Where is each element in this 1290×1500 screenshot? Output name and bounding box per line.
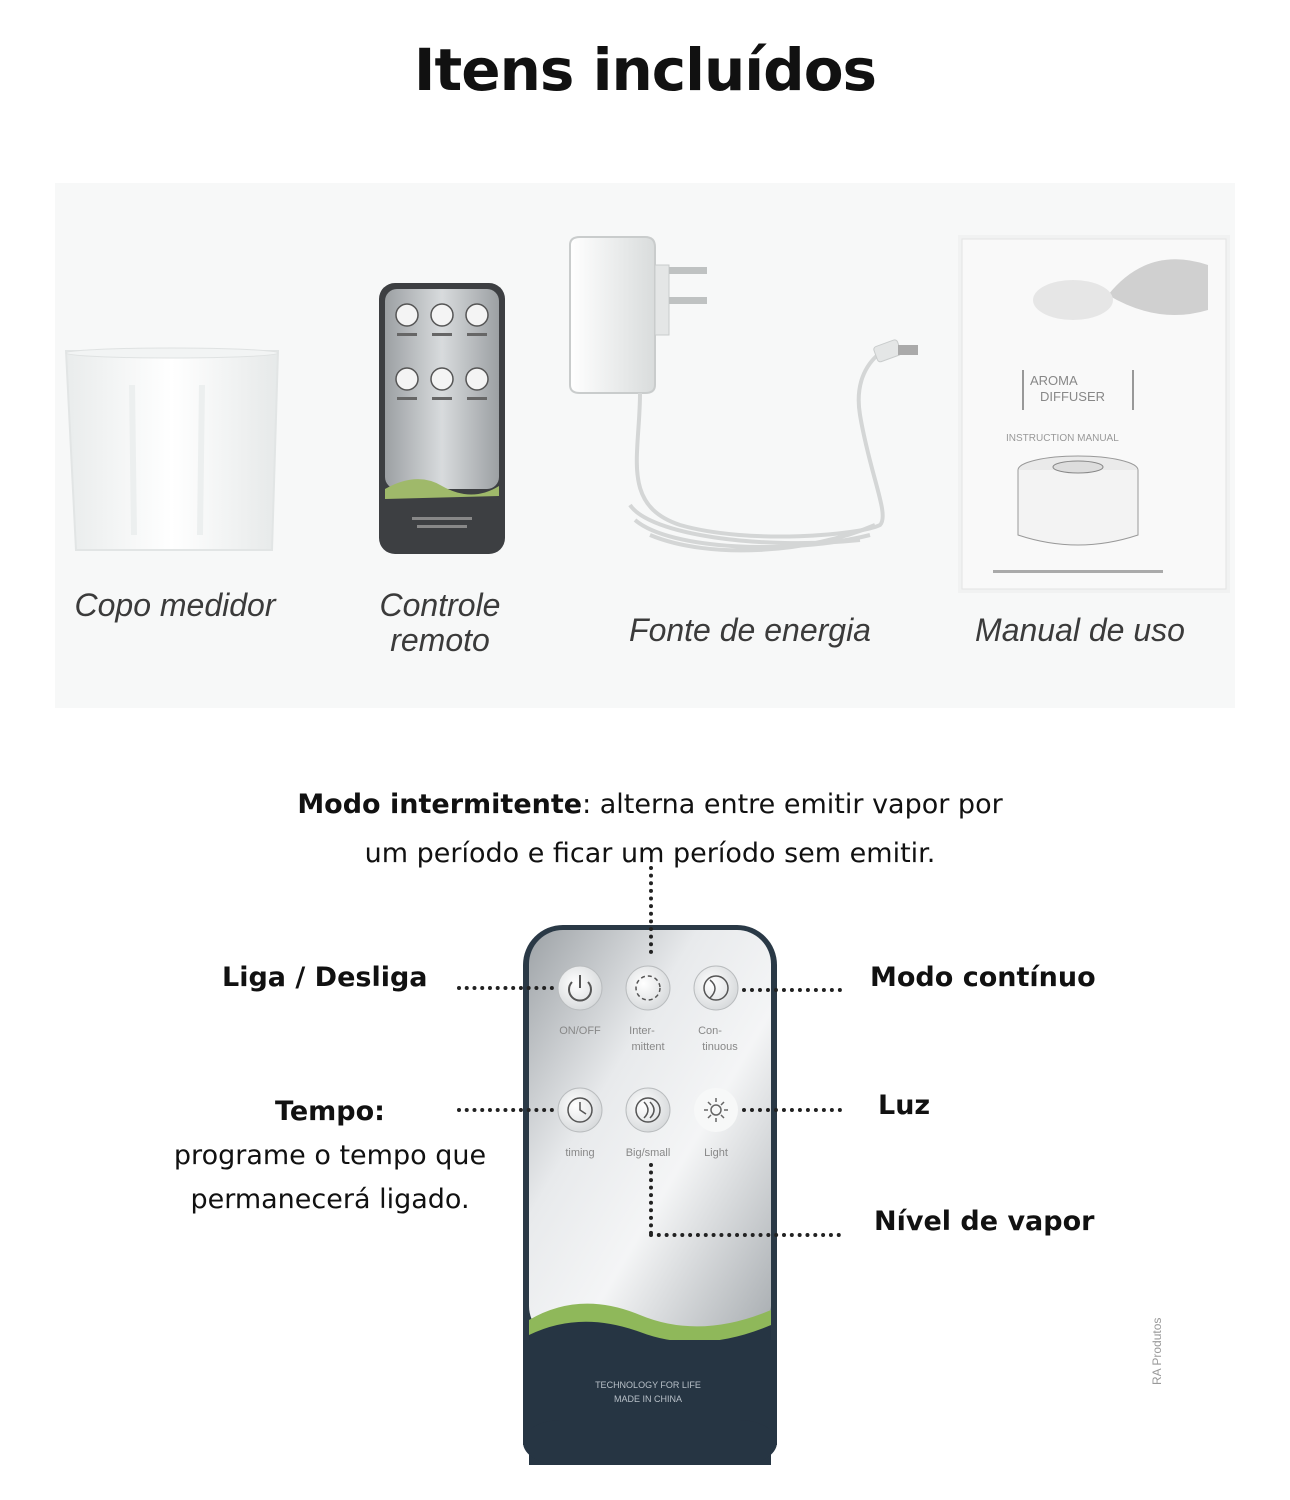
remote-footer-line2: MADE IN CHINA: [613, 1394, 683, 1404]
btn-label-intermittent-2: mittent: [631, 1041, 665, 1053]
item-label-cup: Copo medidor: [74, 587, 276, 623]
annotation-time-desc2: permanecerá ligado.: [190, 1184, 470, 1215]
vapor-level-button-icon: [626, 1088, 670, 1132]
light-button-icon: [694, 1088, 738, 1132]
manual-brand-line1: AROMA: [1030, 373, 1078, 388]
item-label-power: Fonte de energia: [629, 612, 871, 648]
remote-footer-line1: TECHNOLOGY FOR LIFE: [595, 1380, 701, 1390]
instruction-manual-image: [958, 235, 1230, 593]
power-adapter-image: [560, 235, 920, 585]
page-title: Itens incluídos: [413, 36, 877, 104]
annotation-time-title: Tempo:: [275, 1096, 385, 1127]
connector-intermittent: [649, 866, 653, 954]
annotation-intermittent: [0, 780, 1290, 878]
manual-subtitle: INSTRUCTION MANUAL: [1006, 433, 1119, 444]
continuous-button-icon: [694, 966, 738, 1010]
annotation-vapor: [874, 1206, 1094, 1237]
annotation-onoff-label: Liga / Desliga: [222, 962, 428, 993]
annotation-onoff: [222, 962, 428, 993]
annotation-time-desc1: programe o tempo que: [173, 1140, 487, 1171]
item-label-manual: Manual de uso: [975, 612, 1185, 648]
connector-continuous: [742, 988, 842, 992]
btn-label-continuous-2: tinuous: [702, 1041, 738, 1053]
measuring-cup-image: [62, 345, 282, 555]
connector-vapor-horizontal: [649, 1233, 841, 1237]
power-button-icon: [558, 966, 602, 1010]
btn-label-onoff: ON/OFF: [559, 1025, 601, 1037]
timing-button-icon: [558, 1088, 602, 1132]
item-label-remote: [340, 588, 540, 658]
manual-brand-line2: DIFFUSER: [1040, 389, 1105, 404]
item-label-remote-line2: remoto: [390, 622, 490, 659]
annotation-time: [160, 1090, 500, 1222]
connector-vapor-vertical: [649, 1163, 653, 1235]
remote-control-image: [377, 281, 507, 556]
annotation-continuous-label: Modo contínuo: [870, 962, 1096, 993]
btn-label-bigsmall: Big/small: [625, 1147, 671, 1159]
annotation-intermittent-desc2: um período e ficar um período sem emitir.: [364, 838, 936, 869]
btn-label-light: Light: [704, 1147, 728, 1159]
annotation-intermittent-desc1: : alterna entre emitir vapor por: [582, 789, 1003, 820]
watermark: RA Produtos: [1150, 1317, 1164, 1385]
annotation-light: [878, 1090, 930, 1121]
annotation-intermittent-title: Modo intermitente: [297, 789, 583, 820]
btn-label-continuous-1: Con-: [698, 1025, 722, 1037]
intermittent-button-icon: [626, 966, 670, 1010]
connector-light: [742, 1108, 842, 1112]
annotation-light-label: Luz: [878, 1090, 931, 1121]
btn-label-intermittent-1: Inter-: [629, 1025, 655, 1037]
annotation-continuous: [870, 962, 1096, 993]
connector-onoff: [457, 986, 554, 990]
annotation-vapor-label: Nível de vapor: [874, 1206, 1095, 1237]
item-label-remote-line1: Controle: [379, 587, 501, 623]
btn-label-timing: timing: [565, 1147, 595, 1159]
